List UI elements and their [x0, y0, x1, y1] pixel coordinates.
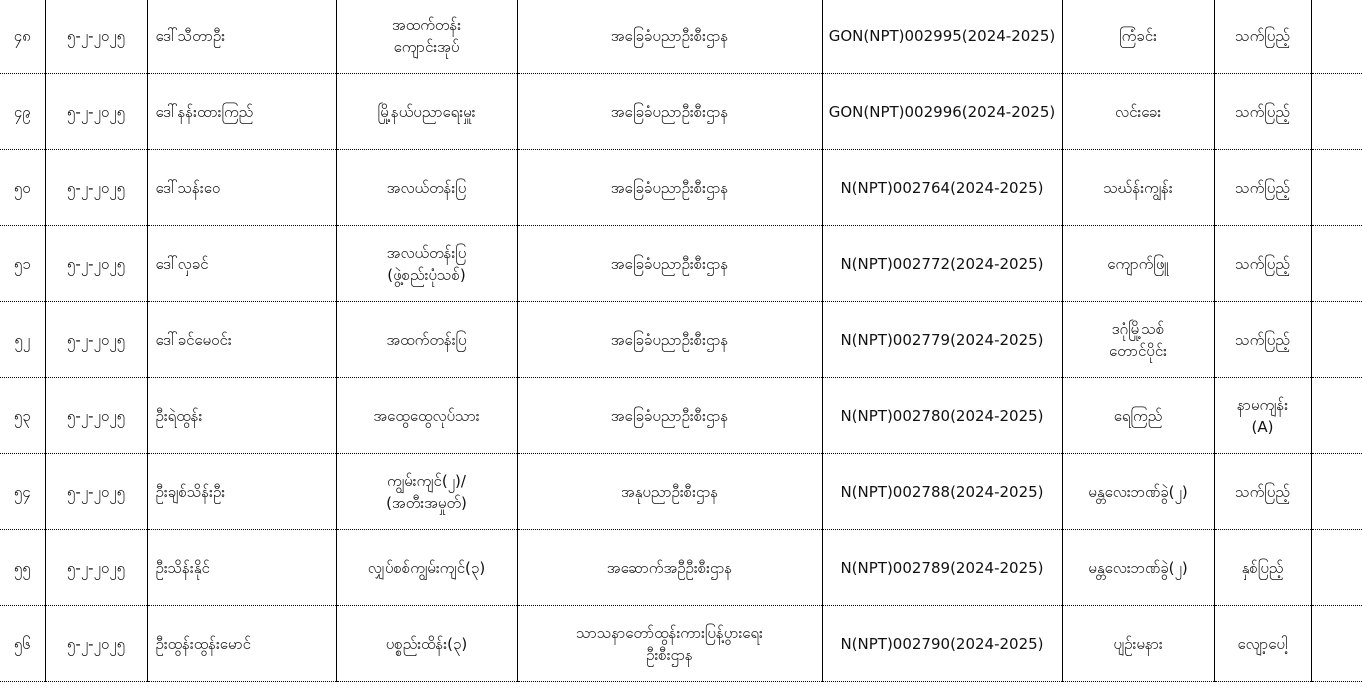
- cell-date: [45, 0, 147, 74]
- cell-name-text: ဦးထွန်းထွန်းမောင်: [155, 634, 251, 653]
- cell-position: [336, 454, 517, 530]
- cell-township: [1062, 0, 1214, 74]
- cell-serial-no: [0, 530, 45, 606]
- cell-status-text: သက်ပြည့်: [1235, 482, 1290, 501]
- cell-date-text: ၅-၂-၂၀၂၅: [66, 26, 126, 45]
- table-row: [0, 0, 1362, 74]
- cell-date: [45, 606, 147, 682]
- cell-name: [147, 226, 336, 302]
- cell-reference-no: [822, 0, 1062, 74]
- cell-name: [147, 74, 336, 150]
- cell-department: [517, 454, 822, 530]
- table-row: [0, 302, 1362, 378]
- cell-name-text: ဦးချစ်သိန်းဦး: [155, 482, 226, 501]
- cell-serial-no-text: ၅၃: [13, 406, 31, 425]
- cell-department-text: အခြေခံပညာဦးစီးဌာန: [610, 102, 729, 121]
- cell-status-text: သက်ပြည့်: [1235, 102, 1290, 121]
- cell-status: [1214, 454, 1311, 530]
- cell-status-text: သက်ပြည့်: [1235, 254, 1290, 273]
- cell-status-text: လျော့ပေါ့: [1237, 634, 1288, 653]
- cell-position: [336, 606, 517, 682]
- cell-township-text: ကျောက်ဖြူ: [1107, 254, 1169, 273]
- cell-date: [45, 150, 147, 226]
- cell-name-text: ဦးသိန်းနိုင်: [155, 558, 210, 577]
- cell-date-text: ၅-၂-၂၀၂၅: [66, 558, 126, 577]
- cell-serial-no: [0, 454, 45, 530]
- cell-blank: [1311, 226, 1362, 302]
- cell-township: [1062, 226, 1214, 302]
- cell-serial-no-text: ၄၈: [13, 26, 31, 45]
- cell-name: [147, 150, 336, 226]
- cell-department: [517, 606, 822, 682]
- cell-position: [336, 378, 517, 454]
- cell-reference-no: [822, 606, 1062, 682]
- cell-township: [1062, 74, 1214, 150]
- cell-serial-no-text: ၅၆: [13, 634, 31, 653]
- cell-reference-no: [822, 378, 1062, 454]
- cell-township: [1062, 530, 1214, 606]
- cell-department-text: အခြေခံပညာဦးစီးဌာန: [610, 330, 729, 349]
- cell-blank: [1311, 74, 1362, 150]
- cell-status: [1214, 530, 1311, 606]
- cell-date-text: ၅-၂-၂၀၂၅: [66, 178, 126, 197]
- cell-department: [517, 74, 822, 150]
- cell-township-text: ကြံခင်း: [1119, 26, 1157, 45]
- cell-department-text: အခြေခံပညာဦးစီးဌာန: [610, 26, 729, 45]
- cell-department: [517, 226, 822, 302]
- cell-status: [1214, 378, 1311, 454]
- cell-reference-no-text: N(NPT)002788(2024-2025): [840, 482, 1044, 501]
- cell-date-text: ၅-၂-၂၀၂၅: [66, 254, 126, 273]
- cell-position-text: အလယ်တန်းပြ (ဖွဲ့စည်းပုံသစ်): [386, 243, 467, 284]
- cell-status: [1214, 302, 1311, 378]
- cell-township: [1062, 606, 1214, 682]
- cell-serial-no-text: ၅၄: [13, 482, 31, 501]
- cell-date: [45, 302, 147, 378]
- cell-reference-no: [822, 454, 1062, 530]
- cell-serial-no-text: ၅၂: [14, 330, 31, 349]
- table-row: [0, 530, 1362, 606]
- cell-date: [45, 226, 147, 302]
- cell-status-text: နာမကျန်း (A): [1236, 395, 1289, 436]
- cell-status-text: သက်ပြည့်: [1235, 330, 1290, 349]
- cell-reference-no-text: GON(NPT)002995(2024-2025): [828, 26, 1056, 45]
- cell-date-text: ၅-၂-၂၀၂၅: [66, 634, 126, 653]
- cell-township-text: မန္တလေးဘဏ်ခွဲ(၂): [1088, 558, 1188, 577]
- cell-status-text: နှစ်ပြည့်: [1241, 558, 1284, 577]
- cell-department: [517, 530, 822, 606]
- cell-reference-no-text: N(NPT)002772(2024-2025): [840, 254, 1044, 273]
- cell-department: [517, 150, 822, 226]
- cell-name: [147, 378, 336, 454]
- cell-department: [517, 0, 822, 74]
- cell-name: [147, 302, 336, 378]
- cell-status: [1214, 74, 1311, 150]
- cell-name-text: ဒေါ်သီတာဦး: [155, 26, 226, 45]
- cell-position: [336, 530, 517, 606]
- cell-position-text: မြို့နယ်ပညာရေးမှူး: [377, 102, 476, 121]
- table-row: [0, 378, 1362, 454]
- cell-date: [45, 74, 147, 150]
- cell-blank: [1311, 454, 1362, 530]
- cell-name-text: ဒေါ်နန်းထားကြည်: [155, 102, 254, 121]
- cell-township-text: ပျဉ်းမနား: [1113, 634, 1163, 653]
- cell-serial-no: [0, 150, 45, 226]
- cell-position-text: လျှပ်စစ်ကျွမ်းကျင်(၃): [367, 558, 486, 577]
- cell-position-text: ကျွမ်းကျင်(၂)/ (အတီးအမှုတ်): [386, 471, 467, 512]
- cell-reference-no: [822, 150, 1062, 226]
- cell-blank: [1311, 150, 1362, 226]
- table-row: [0, 226, 1362, 302]
- cell-position-text: ပစ္စည်းထိန်း(၃): [385, 634, 468, 653]
- table-row: [0, 454, 1362, 530]
- cell-reference-no-text: N(NPT)002780(2024-2025): [840, 406, 1044, 425]
- cell-department-text: အခြေခံပညာဦးစီးဌာန: [610, 178, 729, 197]
- cell-department: [517, 378, 822, 454]
- cell-reference-no: [822, 226, 1062, 302]
- cell-name-text: ဒေါ်သန်းဝေ: [155, 178, 221, 197]
- cell-date: [45, 530, 147, 606]
- cell-blank: [1311, 0, 1362, 74]
- cell-serial-no: [0, 226, 45, 302]
- table-row: [0, 150, 1362, 226]
- cell-serial-no: [0, 74, 45, 150]
- cell-reference-no: [822, 74, 1062, 150]
- cell-blank: [1311, 606, 1362, 682]
- cell-status: [1214, 606, 1311, 682]
- cell-name: [147, 454, 336, 530]
- cell-reference-no-text: N(NPT)002764(2024-2025): [840, 178, 1044, 197]
- cell-blank: [1311, 378, 1362, 454]
- cell-date: [45, 454, 147, 530]
- cell-position: [336, 226, 517, 302]
- cell-date-text: ၅-၂-၂၀၂၅: [66, 102, 126, 121]
- cell-name-text: ဒေါ်ခင်မေဝင်း: [155, 330, 232, 349]
- cell-township-text: ရေကြည်: [1113, 406, 1163, 425]
- cell-reference-no-text: N(NPT)002789(2024-2025): [840, 558, 1044, 577]
- cell-date-text: ၅-၂-၂၀၂၅: [66, 406, 126, 425]
- cell-serial-no: [0, 0, 45, 74]
- cell-department-text: အဆောက်အဦဦးစီးဌာန: [606, 558, 733, 577]
- cell-name: [147, 530, 336, 606]
- cell-serial-no: [0, 606, 45, 682]
- cell-serial-no: [0, 378, 45, 454]
- cell-reference-no-text: N(NPT)002779(2024-2025): [840, 330, 1044, 349]
- cell-name: [147, 606, 336, 682]
- cell-position-text: အထက်တန်း ကျောင်းအုပ်: [391, 15, 462, 56]
- cell-reference-no-text: GON(NPT)002996(2024-2025): [828, 102, 1056, 121]
- cell-serial-no: [0, 302, 45, 378]
- cell-name-text: ဦးရဲထွန်း: [155, 406, 203, 425]
- cell-position-text: အထွေထွေလုပ်သား: [373, 406, 480, 425]
- cell-position: [336, 302, 517, 378]
- cell-position: [336, 150, 517, 226]
- cell-position-text: အထက်တန်းပြ: [386, 330, 467, 349]
- cell-position: [336, 0, 517, 74]
- cell-township: [1062, 150, 1214, 226]
- cell-township-text: သဃ်န်းကျွန်း: [1103, 178, 1173, 197]
- cell-status: [1214, 150, 1311, 226]
- cell-status-text: သက်ပြည့်: [1235, 178, 1290, 197]
- cell-serial-no-text: ၄၉: [13, 102, 31, 121]
- cell-name-text: ဒေါ်လှခင်: [155, 254, 209, 273]
- cell-serial-no-text: ၅၅: [13, 558, 31, 577]
- table-row: [0, 74, 1362, 150]
- cell-reference-no-text: N(NPT)002790(2024-2025): [840, 634, 1044, 653]
- cell-department-text: အခြေခံပညာဦးစီးဌာန: [610, 254, 729, 273]
- cell-position-text: အလယ်တန်းပြ: [386, 178, 467, 197]
- cell-department: [517, 302, 822, 378]
- cell-date-text: ၅-၂-၂၀၂၅: [66, 330, 126, 349]
- cell-reference-no: [822, 302, 1062, 378]
- cell-reference-no: [822, 530, 1062, 606]
- cell-serial-no-text: ၅၀: [13, 178, 31, 197]
- cell-name: [147, 0, 336, 74]
- cell-position: [336, 74, 517, 150]
- cell-department-text: အနုပညာဦးစီးဌာန: [620, 482, 719, 501]
- cell-blank: [1311, 530, 1362, 606]
- cell-department-text: သာသနာတော်ထွန်းကားပြန့်ပွားရေး ဦးစီးဌာန: [576, 623, 763, 664]
- cell-township: [1062, 454, 1214, 530]
- cell-township-text: လင်းခေး: [1115, 102, 1161, 121]
- cell-status: [1214, 0, 1311, 74]
- cell-status-text: သက်ပြည့်: [1235, 26, 1290, 45]
- cell-township: [1062, 378, 1214, 454]
- cell-serial-no-text: ၅၁: [13, 254, 31, 273]
- cell-date: [45, 378, 147, 454]
- cell-date-text: ၅-၂-၂၀၂၅: [66, 482, 126, 501]
- cell-department-text: အခြေခံပညာဦးစီးဌာန: [610, 406, 729, 425]
- cell-status: [1214, 226, 1311, 302]
- cell-township: [1062, 302, 1214, 378]
- cell-township-text: မန္တလေးဘဏ်ခွဲ(၂): [1088, 482, 1188, 501]
- cell-blank: [1311, 302, 1362, 378]
- table-row: [0, 606, 1362, 682]
- cell-township-text: ဒဂုံမြို့သစ် တောင်ပိုင်း: [1109, 319, 1167, 360]
